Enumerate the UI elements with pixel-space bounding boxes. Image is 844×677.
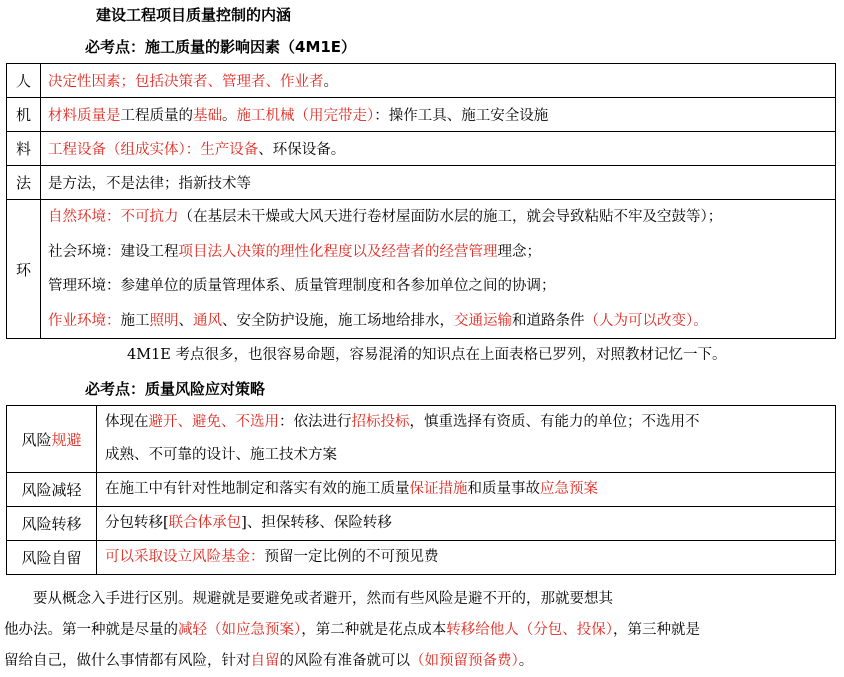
table-row bbox=[7, 200, 836, 339]
emphasis-text: 材料质量是 bbox=[48, 108, 121, 124]
note-text: 4M1E 考点很多，也很容易命题，容易混淆的知识点在上面表格已罗列，对照教材记忆一下。 bbox=[127, 347, 727, 363]
emphasis-text: 招标投标 bbox=[351, 414, 410, 430]
plain-text: 理念； bbox=[497, 243, 541, 260]
factor-key: 环 bbox=[7, 200, 41, 339]
plain-text: 社会环境：建设工程 bbox=[48, 243, 179, 260]
table-row bbox=[7, 166, 836, 200]
strategy-description bbox=[97, 507, 836, 541]
description-line bbox=[105, 406, 835, 439]
plain-text: ，慎重选择有资质、有能力的单位；不选用不 bbox=[409, 414, 700, 430]
plain-text: 风险转移 bbox=[21, 515, 82, 533]
emphasis-text: （如预留预备费） bbox=[410, 653, 519, 669]
plain-text: 管理环境：参建单位的质量管理体系、质量管理制度和各参加单位之间的协调； bbox=[48, 278, 556, 294]
plain-text: ]、担保转移、保险转移 bbox=[241, 515, 392, 531]
strategy-description bbox=[97, 541, 836, 575]
plain-text: 是方法，不是法律；指新技术等 bbox=[48, 176, 251, 192]
emphasis-text: 避开、避免、不选用 bbox=[148, 414, 279, 430]
description-line bbox=[48, 304, 835, 339]
emphasis-text: 交通运输 bbox=[454, 312, 512, 329]
plain-text: 分包转移[ bbox=[105, 515, 169, 531]
emphasis-text: 基础 bbox=[193, 108, 222, 124]
table-row bbox=[7, 98, 836, 132]
plain-text: 。 bbox=[222, 108, 237, 124]
summary-paragraph bbox=[4, 584, 836, 677]
emphasis-text: 联合体承包 bbox=[168, 515, 242, 531]
emphasis-text: 应急预案 bbox=[540, 481, 598, 497]
plain-text: ，第三种就是 bbox=[613, 622, 700, 638]
plain-text: 风险 bbox=[21, 430, 52, 449]
plain-text: 留给自己，做什么事情都有风险，针对 bbox=[4, 653, 251, 669]
page-title: 建设工程项目质量控制的内涵 bbox=[96, 6, 292, 24]
factor-description bbox=[41, 132, 836, 166]
emphasis-text: 施工机械（用完带走） bbox=[236, 108, 375, 124]
emphasis-text: 通风 bbox=[193, 312, 222, 329]
plain-text: 工程质量的 bbox=[120, 108, 193, 124]
emphasis-text: 工程设备（组成实体）：生产设备 bbox=[48, 142, 259, 158]
paragraph-line bbox=[4, 584, 836, 615]
table-row bbox=[7, 132, 836, 166]
plain-text: 要从概念入手进行区别。规避就是要避免或者避开，然而有些风险是避不开的，那就要想其 bbox=[4, 591, 613, 607]
plain-text: 他办法。第一种就是尽量的 bbox=[4, 622, 178, 638]
emphasis-text: 规避 bbox=[51, 430, 82, 449]
strategy-description bbox=[97, 473, 836, 507]
plain-text: 风险减轻 bbox=[21, 481, 82, 499]
plain-text: 、 bbox=[178, 312, 193, 329]
factor-key: 料 bbox=[7, 132, 41, 166]
section1-heading: 必考点：施工质量的影响因素（4M1E） bbox=[85, 38, 357, 56]
plain-text: 和质量事故 bbox=[467, 481, 540, 497]
table-row bbox=[7, 406, 836, 473]
description-line bbox=[105, 507, 835, 540]
influence-factors-table bbox=[6, 63, 836, 339]
emphasis-text: 转移给他人（分包、投保） bbox=[446, 622, 613, 638]
factor-description bbox=[41, 166, 836, 200]
paragraph-line bbox=[4, 615, 836, 646]
plain-text: （在基层未干燥或大风天进行卷材屋面防水层的施工，就会导致粘贴不牢及空鼓等）； bbox=[178, 209, 723, 225]
plain-text: 在施工中有针对性地制定和落实有效的施工质量 bbox=[105, 481, 410, 497]
emphasis-text: 自留 bbox=[250, 653, 280, 669]
plain-text: 施工 bbox=[120, 312, 150, 329]
strategy-description bbox=[97, 406, 836, 473]
strategy-key bbox=[7, 541, 97, 575]
description-line bbox=[105, 439, 835, 472]
plain-text: 预留一定比例的不可预见费 bbox=[264, 549, 439, 565]
strategy-key bbox=[7, 507, 97, 541]
factor-description bbox=[41, 64, 836, 98]
description-line bbox=[48, 269, 835, 304]
risk-strategy-table bbox=[6, 405, 836, 575]
description-line bbox=[48, 200, 835, 235]
plain-text: 、安全防护设施，施工场地给排水， bbox=[222, 312, 454, 329]
emphasis-text: 可以采取设立风险基金： bbox=[105, 549, 265, 565]
table-row bbox=[7, 64, 836, 98]
plain-text: 。 bbox=[323, 74, 338, 90]
plain-text: 风险自留 bbox=[21, 549, 82, 567]
emphasis-text: 自然环境：不可抗力 bbox=[48, 209, 179, 225]
table-row bbox=[7, 541, 836, 575]
factor-key: 法 bbox=[7, 166, 41, 200]
plain-text: 体现在 bbox=[105, 414, 149, 430]
paragraph-line bbox=[4, 646, 836, 677]
plain-text: ：操作工具、施工安全设施 bbox=[374, 108, 549, 124]
table-row bbox=[7, 473, 836, 507]
description-line bbox=[105, 473, 835, 506]
plain-text: 和道路条件 bbox=[512, 312, 585, 329]
emphasis-text: 保证措施 bbox=[409, 481, 468, 497]
plain-text: 。 bbox=[518, 653, 534, 669]
emphasis-text: 照明 bbox=[149, 312, 179, 329]
table-row bbox=[7, 507, 836, 541]
emphasis-text: 减轻（如应急预案） bbox=[178, 622, 302, 638]
emphasis-text: 作业环境： bbox=[48, 312, 121, 329]
plain-text: ：依法进行 bbox=[279, 414, 352, 430]
factor-key: 机 bbox=[7, 98, 41, 132]
section2-heading: 必考点：质量风险应对策略 bbox=[85, 380, 266, 398]
emphasis-text: 决定性因素；包括决策者、管理者、作业者 bbox=[48, 74, 324, 90]
plain-text: 、环保设备。 bbox=[258, 142, 346, 158]
factor-key: 人 bbox=[7, 64, 41, 98]
plain-text: 成熟、不可靠的设计、施工技术方案 bbox=[105, 447, 337, 463]
emphasis-text: 项目法人决策的理性化程度以及经营者的经营管理 bbox=[178, 243, 498, 260]
emphasis-text: （人为可以改变）。 bbox=[584, 312, 708, 329]
description-line bbox=[105, 541, 835, 574]
strategy-key bbox=[7, 473, 97, 507]
factor-description bbox=[41, 200, 836, 339]
factor-description bbox=[41, 98, 836, 132]
description-line bbox=[48, 235, 835, 270]
strategy-key bbox=[7, 406, 97, 473]
plain-text: 的风险有准备就可以 bbox=[279, 653, 410, 669]
plain-text: ，第二种就是花点成本 bbox=[301, 622, 447, 638]
